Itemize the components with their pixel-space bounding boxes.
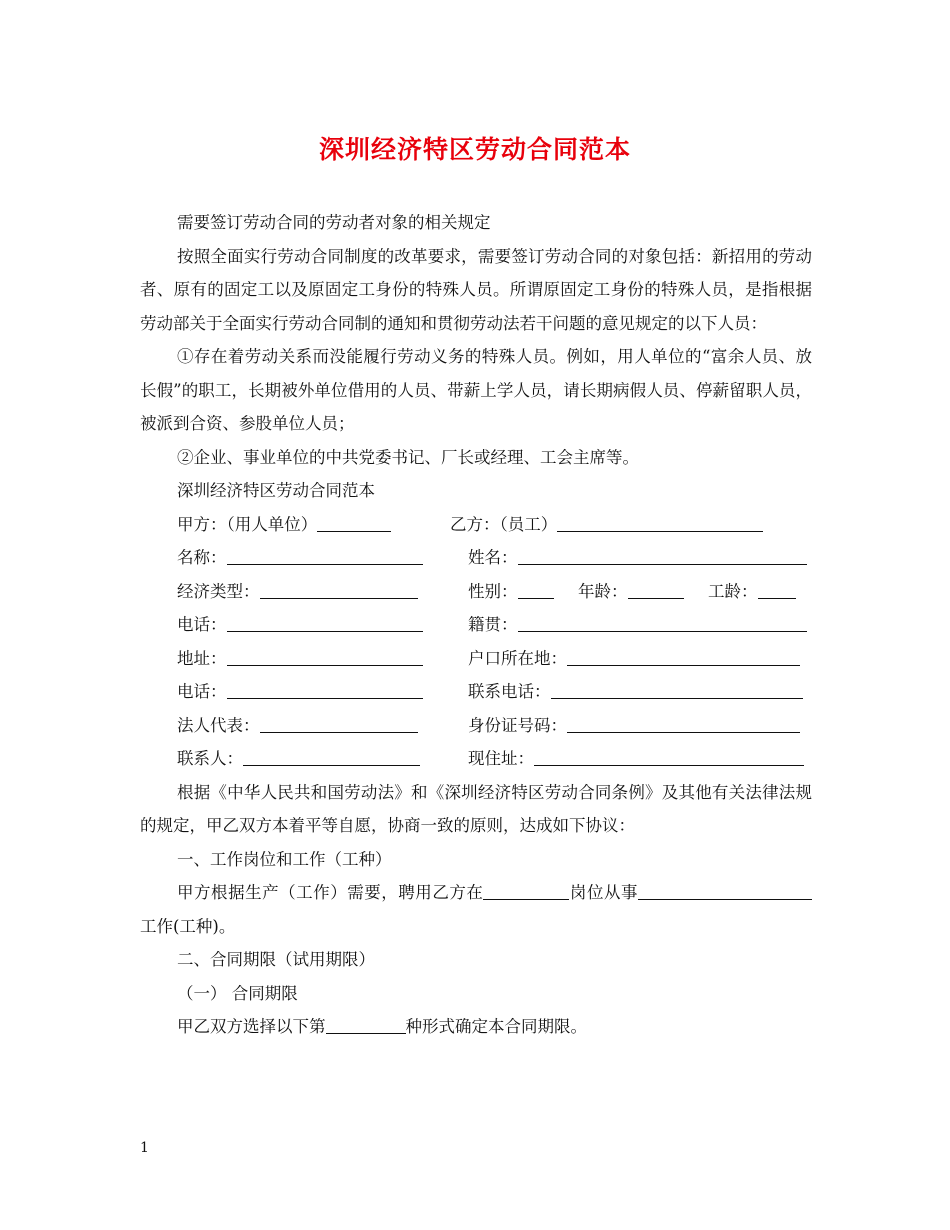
company-address-field[interactable]: 地址： <box>177 642 423 676</box>
paragraph-item-1: ①存在着劳动关系而没能履行劳动义务的特殊人员。例如，用人单位的“富余人员、放长假”的职工，长期被外单位借用的人员、带薪上学人员，请长期病假人员、停薪留职人员，被派到合资、参股单位人员； <box>140 347 812 433</box>
work-age-field[interactable]: 工龄： <box>708 575 796 609</box>
paragraph-legal-basis: 根据《中华人民共和国劳动法》和《深圳经济特区劳动合同条例》及其他有关法律法规的规定，甲乙双方本着平等自愿，协商一致的原则，达成如下协议： <box>140 782 812 835</box>
contact-person-field[interactable]: 联系人： <box>177 742 420 776</box>
contact-phone-field[interactable]: 联系电话： <box>468 675 803 709</box>
form-row-address <box>140 642 812 676</box>
paragraph-item-2: ②企业、事业单位的中共党委书记、厂长或经理、工会主席等。 <box>177 447 639 467</box>
native-place-field[interactable]: 籍贯： <box>468 608 807 642</box>
economic-type-field[interactable]: 经济类型： <box>177 575 418 609</box>
household-field[interactable]: 户口所在地： <box>468 642 800 676</box>
section-2-heading: 二、合同期限（试用期限） <box>177 950 375 969</box>
paragraph-template-heading: 深圳经济特区劳动合同范本 <box>177 481 375 500</box>
employee-name-field[interactable]: 姓名： <box>468 541 807 575</box>
form-row-parties <box>140 508 812 542</box>
company-phone-field[interactable]: 电话： <box>177 608 423 642</box>
section-1-text: 甲方根据生产（工作）需要，聘用乙方在 岗位从事工作(工种)。 <box>140 876 812 943</box>
current-address-field[interactable]: 现住址： <box>468 742 804 776</box>
position-blank[interactable] <box>483 877 569 900</box>
id-number-field[interactable]: 身份证号码： <box>468 709 800 743</box>
form-row-legal <box>140 709 812 743</box>
job-blank[interactable] <box>638 877 778 900</box>
age-field[interactable]: 年龄： <box>578 575 684 609</box>
paragraph-scope: 按照全面实行劳动合同制度的改革要求，需要签订劳动合同的对象包括：新招用的劳动者、原有的固定工以及原固定工身份的特殊人员。所谓原固定工身份的特殊人员，是指根据劳动部关于全面实行劳动合同制的通知和贯彻劳动法若干问题的意见规定的以下人员： <box>140 246 812 333</box>
gender-field[interactable]: 性别： <box>468 575 554 609</box>
page-number: 1 <box>140 1140 149 1156</box>
party-a-field[interactable]: 甲方：（用人单位） <box>177 508 391 542</box>
company-phone-2-field[interactable]: 电话： <box>177 675 423 709</box>
company-name-field[interactable]: 名称： <box>177 541 423 575</box>
form-row-name <box>140 541 812 575</box>
form-row-type <box>140 575 812 609</box>
paragraph-intro-heading: 需要签订劳动合同的劳动者对象的相关规定 <box>177 213 491 232</box>
legal-rep-field[interactable]: 法人代表： <box>177 709 418 743</box>
document-body <box>140 206 812 1044</box>
form-row-contact-phone <box>140 675 812 709</box>
job-blank-cont[interactable] <box>778 877 812 900</box>
section-2-text: 甲乙双方选择以下第 种形式确定本合同期限。 <box>140 1010 812 1044</box>
form-row-contact <box>140 742 812 776</box>
party-b-field[interactable]: 乙方：（员工） <box>450 508 763 542</box>
form-row-phone <box>140 608 812 642</box>
section-2-1-heading: （一） 合同期限 <box>177 983 298 1003</box>
page-title: 深圳经济特区劳动合同范本 <box>318 135 631 164</box>
term-form-blank[interactable] <box>326 1011 406 1034</box>
section-1-heading: 一、工作岗位和工作（工种） <box>177 849 392 869</box>
